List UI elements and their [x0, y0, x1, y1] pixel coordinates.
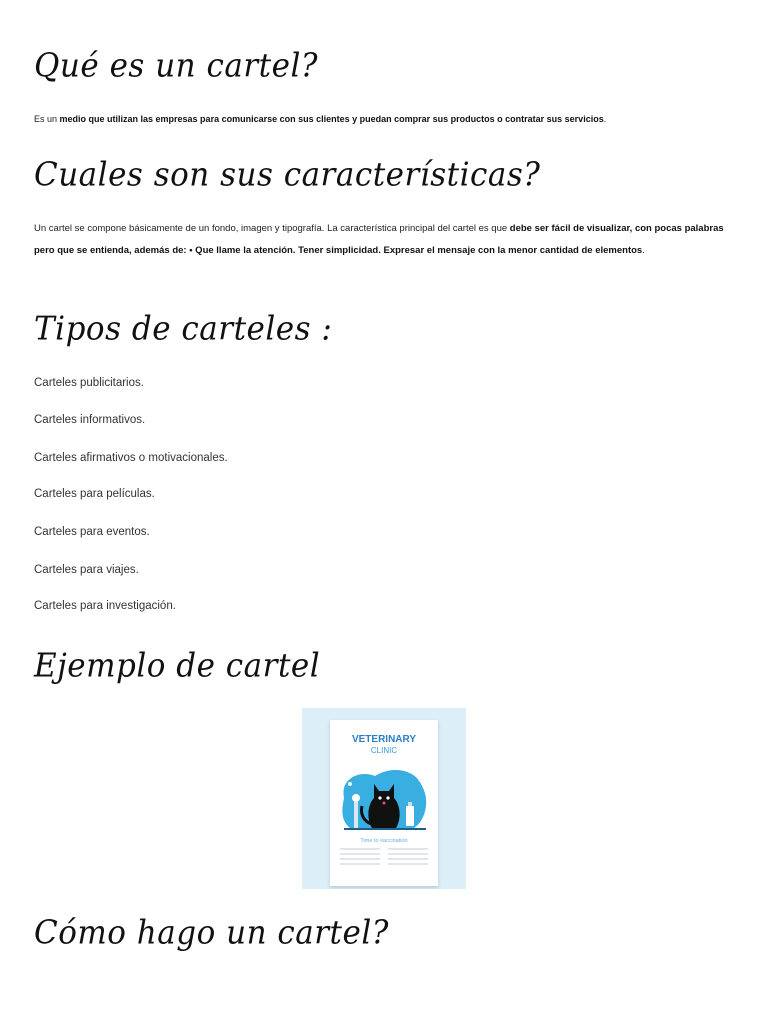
poster-caption: Time to vaccination [360, 838, 408, 844]
intro-prefix: Es un [34, 114, 60, 124]
list-item: Carteles para viajes. [34, 564, 139, 576]
poster-sheet [330, 720, 438, 886]
heading-tipos-de-carteles: Tipos de carteles : [34, 310, 333, 348]
poster-text-lines-left [340, 848, 380, 868]
list-item: Carteles informativos. [34, 414, 146, 426]
cat-illustration-icon [330, 758, 438, 838]
intro-suffix: . [603, 114, 607, 124]
characteristics-paragraph [34, 218, 734, 262]
list-item: Carteles para eventos. [34, 526, 150, 538]
poster-example-image [302, 708, 466, 889]
heading-como-hago-un-cartel: Cómo hago un cartel? [34, 914, 389, 952]
heading-que-es-un-cartel: Qué es un cartel? [34, 47, 318, 85]
poster-subtitle: CLINIC [370, 746, 398, 755]
characteristics-bold: debe ser fácil de visualizar, con pocas palabras pero que se entienda, además de: • Que llame la atención. Tener simplicidad. Expresar el mensaje con la menor cantidad de elementos [34, 223, 724, 256]
poster-title: VETERINARY [351, 734, 417, 745]
intro-paragraph [34, 114, 606, 124]
characteristics-suffix: . [642, 245, 645, 256]
list-item: Carteles para películas. [34, 488, 155, 500]
poster-text-lines-right [388, 848, 428, 868]
list-item: Carteles afirmativos o motivacionales. [34, 452, 228, 464]
list-item: Carteles publicitarios. [34, 377, 144, 389]
heading-caracteristicas: Cuales son sus características? [34, 156, 541, 194]
heading-ejemplo-de-cartel: Ejemplo de cartel [34, 647, 321, 685]
intro-bold: medio que utilizan las empresas para comunicarse con sus clientes y puedan comprar sus productos o contratar sus servicios [59, 114, 604, 124]
list-item: Carteles para investigación. [34, 600, 176, 612]
characteristics-text: Un cartel se compone básicamente de un fondo, imagen y tipografía. La característica principal del cartel es que [34, 223, 510, 234]
